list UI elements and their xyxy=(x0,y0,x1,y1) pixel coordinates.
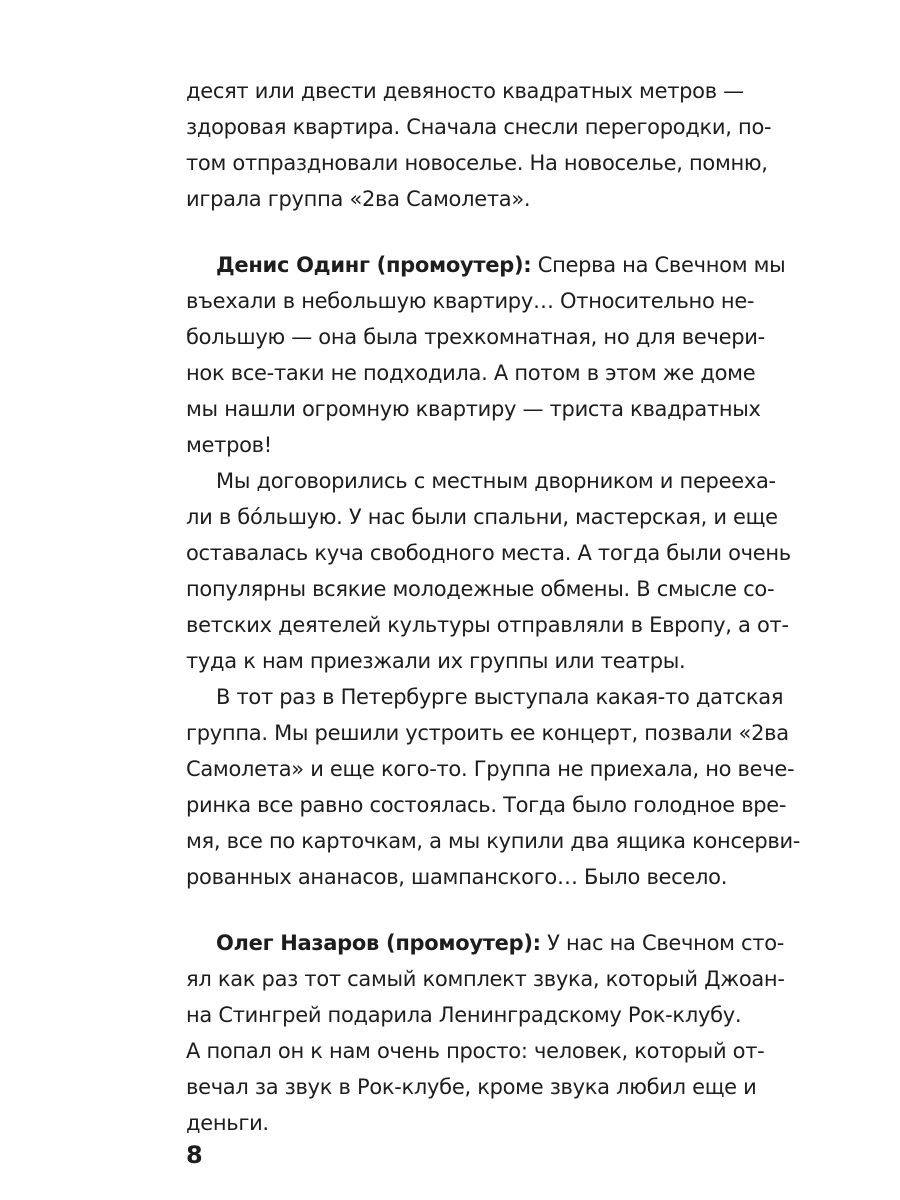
text-line: вечал за звук в Рок-клубе, кроме звука любил еще и xyxy=(186,1075,757,1099)
speaker-line xyxy=(216,251,786,279)
text-line: ветских деятелей культуры отправляли в Европу, а от- xyxy=(186,613,789,637)
text-line: играла группа «2ва Самолета». xyxy=(186,187,531,211)
text-span: Сперва на Свечном мы xyxy=(531,253,786,277)
text-span: У нас на Свечном сто- xyxy=(540,931,785,955)
text-line: ли в бо́льшую. У нас были спальни, мастерская, и еще xyxy=(186,505,778,529)
speaker-name: Олег Назаров (промоутер): xyxy=(216,931,541,955)
text-line: метров! xyxy=(186,433,272,457)
text-line: В тот раз в Петербурге выступала какая-то датская xyxy=(216,685,784,709)
text-line: Мы договорились с местным дворником и перееха- xyxy=(216,469,776,493)
page-number: 8 xyxy=(186,1141,203,1169)
speaker-name: Денис Одинг (промоутер): xyxy=(216,253,532,277)
text-line: нок все-таки не подходила. А потом в этом же доме xyxy=(186,361,756,385)
text-line: ял как раз тот самый комплект звука, который Джоан- xyxy=(186,967,785,991)
text-line: десят или двести девяносто квадратных метров — xyxy=(186,79,744,103)
text-line: том отпраздновали новоселье. На новоселье, помню, xyxy=(186,151,768,175)
text-line: рованных ананасов, шампанского… Было весело. xyxy=(186,865,728,889)
text-line: популярны всякие молодежные обмены. В смысле со- xyxy=(186,577,775,601)
text-line: туда к нам приезжали их группы или театры. xyxy=(186,649,686,673)
text-line: здоровая квартира. Сначала снесли перегородки, по- xyxy=(186,115,772,139)
text-line: деньги. xyxy=(186,1111,269,1135)
text-line: на Стингрей подарила Ленинградскому Рок-клубу. xyxy=(186,1003,742,1027)
text-line: Самолета» и еще кого-то. Группа не приехала, но вече- xyxy=(186,757,795,781)
text-line: большую — она была трехкомнатная, но для вечери- xyxy=(186,325,765,349)
text-line: въехали в небольшую квартиру… Относительно не- xyxy=(186,289,755,313)
speaker-line xyxy=(216,929,785,957)
text-line: ринка все равно состоялась. Тогда было голодное вре- xyxy=(186,793,787,817)
text-line: группа. Мы решили устроить ее концерт, позвали «2ва xyxy=(186,721,789,745)
text-line: мя, все по карточкам, а мы купили два ящика консерви- xyxy=(186,829,801,853)
text-line: мы нашли огромную квартиру — триста квадратных xyxy=(186,397,761,421)
text-line: А попал он к нам очень просто: человек, который от- xyxy=(186,1039,765,1063)
text-line: оставалась куча свободного места. А тогда были очень xyxy=(186,541,791,565)
